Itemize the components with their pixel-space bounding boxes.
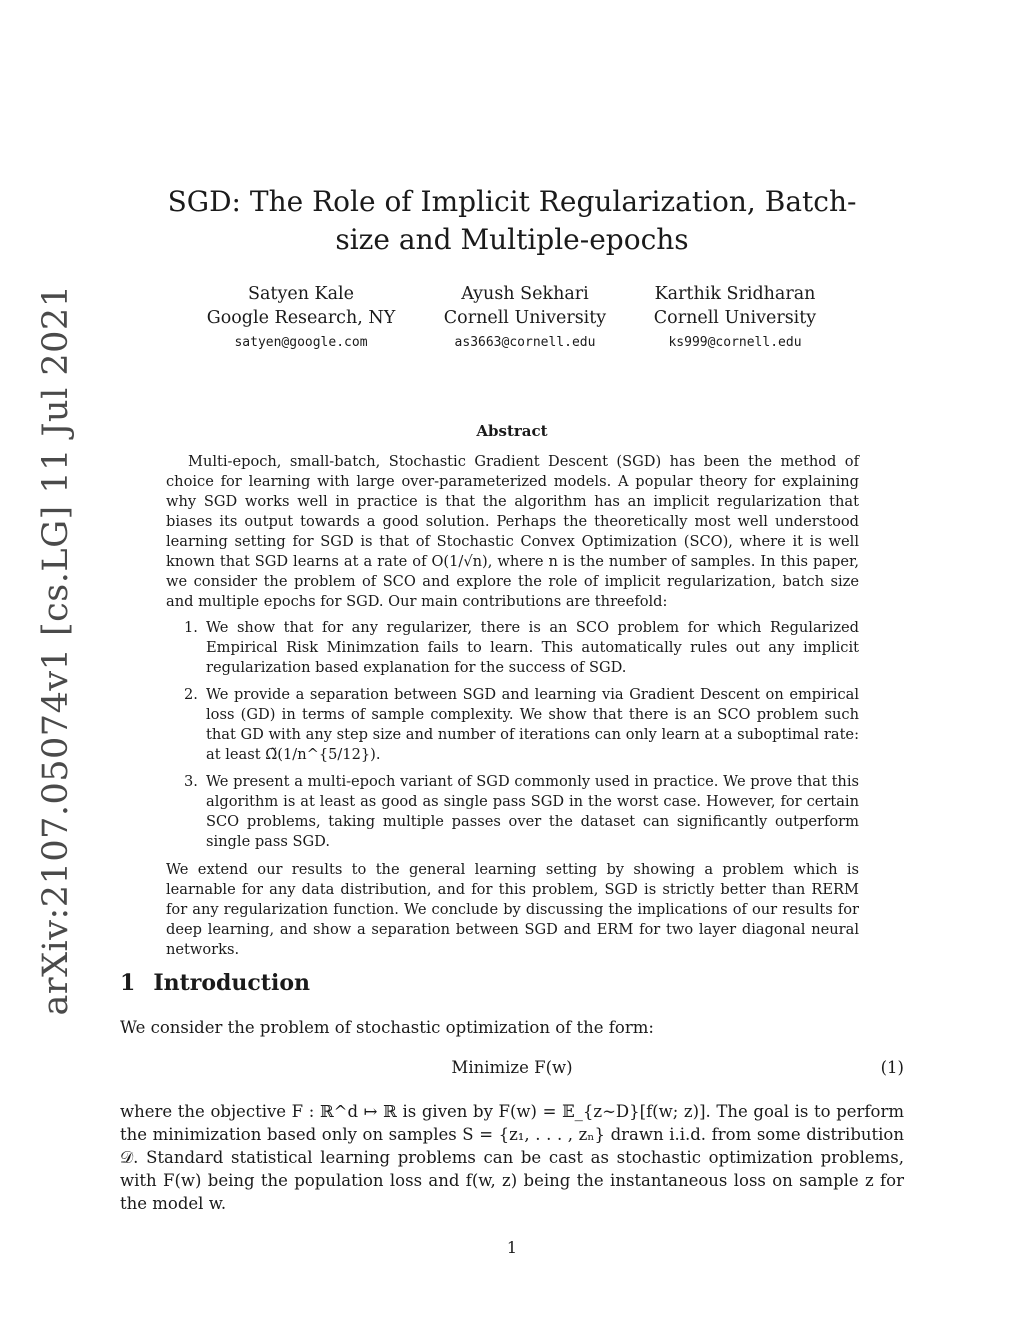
section-title: Introduction xyxy=(153,970,310,996)
intro-paragraph-2: where the objective F : ℝ^d ↦ ℝ is given by F(w) = 𝔼_{z∼D}[f(w; z)]. The goal is to perform the minimization based only on samples S = {z₁, . . . , zₙ} drawn i.i.d. from some distribution 𝒟. Standard statistical learning problems can be cast as stochastic optimization problems, with F(w) being the population loss and f(w, z) being the instantaneous loss on sample z for the model w. xyxy=(120,1102,904,1213)
author-email: satyen@google.com xyxy=(234,335,368,350)
author-affiliation: Cornell University xyxy=(443,308,607,328)
author-1 xyxy=(207,282,396,354)
list-item: 1. We show that for any regularizer, there is an SCO problem for which Regularized Empirical Risk Minimzation fails to learn. This automatically rules out any implicit regularization based explanation for the success of SGD. xyxy=(184,619,859,676)
author-email: ks999@cornell.edu xyxy=(668,335,802,350)
arxiv-identifier: arXiv:2107.05074v1 [cs.LG] 11 Jul 2021 xyxy=(36,284,76,1016)
author-email: as3663@cornell.edu xyxy=(454,335,596,350)
list-item: 2. We provide a separation between SGD and learning via Gradient Descent on empirical loss (GD) in terms of sample complexity. We show that there is an SCO problem such that GD with any step size and number of iterations can only learn at a suboptimal rate: at least Ω̃(1/n^{5/12}). xyxy=(184,686,859,763)
author-3 xyxy=(654,282,816,354)
contribution-list xyxy=(166,618,859,852)
paper-title: SGD: The Role of Implicit Regularization, Batch-size and Multiple-epochs xyxy=(167,185,857,256)
section-heading xyxy=(120,970,310,996)
author-name: Satyen Kale xyxy=(247,284,354,304)
equation-body: Minimize F(w) xyxy=(451,1058,573,1077)
list-item: 3. We present a multi-epoch variant of SGD commonly used in practice. We prove that this algorithm is at least as good as single pass SGD in the worst case. However, for certain SCO problems, taking multiple passes over the dataset can significantly outperform single pass SGD. xyxy=(184,773,859,850)
author-affiliation: Cornell University xyxy=(653,308,817,328)
author-affiliation: Google Research, NY xyxy=(206,308,396,328)
abstract-closing: We extend our results to the general learning setting by showing a problem which is learnable for any data distribution, and for this problem, SGD is strictly better than RERM for any regularization function. We conclude by discussing the implications of our results for deep learning, and show a separation between SGD and ERM for two layer diagonal neural networks. xyxy=(166,861,859,958)
author-name: Karthik Sridharan xyxy=(654,284,816,304)
author-2 xyxy=(444,282,606,354)
abstract-body xyxy=(166,452,859,960)
abstract-heading: Abstract xyxy=(476,422,548,440)
section-number: 1 xyxy=(120,970,136,996)
abstract-intro: Multi-epoch, small-batch, Stochastic Gradient Descent (SGD) has been the method of choice for learning with large over-parameterized models. A popular theory for explaining why SGD works well in practice is that the algorithm has an implicit regularization that biases its output towards a good solution. Perhaps the theoretically most well understood learning setting for SGD is that of Stochastic Convex Optimization (SCO), where it is well known that SGD learns at a rate of O(1/√n), where n is the number of samples. In this paper, we consider the problem of SCO and explore the role of implicit regularization, batch size and multiple epochs for SGD. Our main contributions are threefold: xyxy=(166,453,859,610)
equation-label: (1) xyxy=(880,1058,904,1077)
author-name: Ayush Sekhari xyxy=(461,284,589,304)
page-number: 1 xyxy=(506,1238,518,1257)
intro-paragraph-1: We consider the problem of stochastic optimization of the form: xyxy=(120,1018,654,1037)
